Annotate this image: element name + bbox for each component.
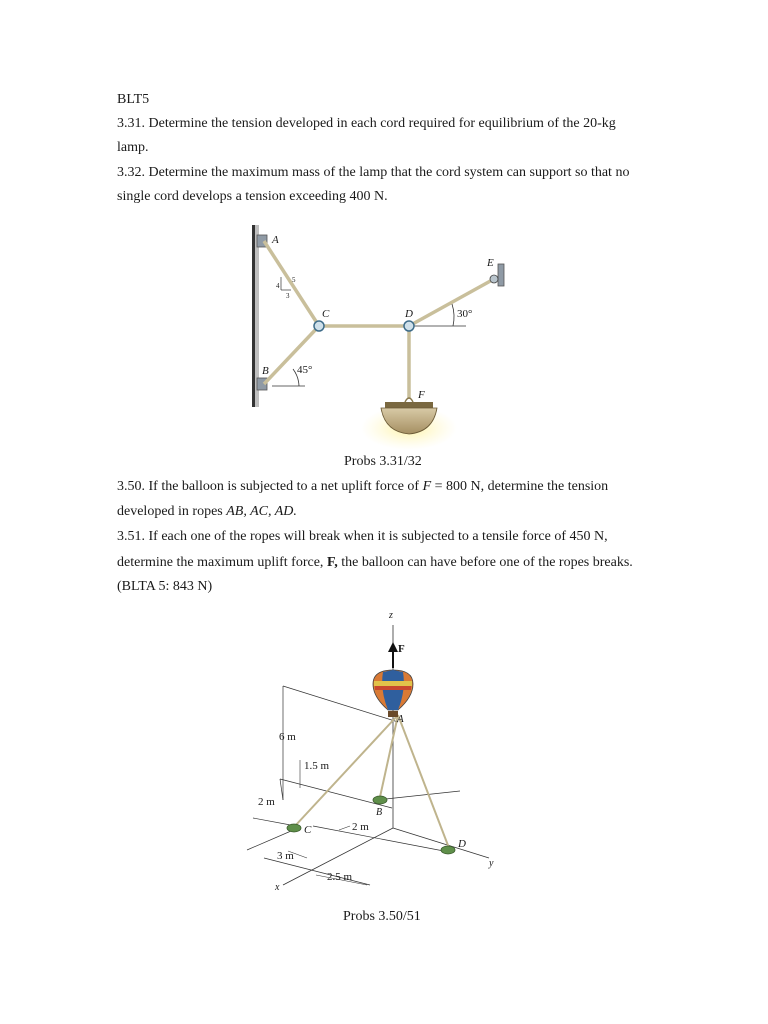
dim-1-5m: 1.5 m xyxy=(304,760,330,772)
slope-5: 5 xyxy=(292,276,296,284)
slope-3: 3 xyxy=(286,292,290,300)
heading: BLT5 xyxy=(117,92,150,107)
problem-3-51-line-3: (BLTA 5: 843 N) xyxy=(117,579,213,594)
problem-3-51-line-1: 3.51. If each one of the ropes will break when it is subjected to a tensile force of 450 N, xyxy=(117,529,608,544)
dim-2-5m: 2.5 m xyxy=(327,871,353,883)
label-x: x xyxy=(275,882,280,893)
label-a: A xyxy=(397,713,404,725)
figure-2-caption: Probs 3.50/51 xyxy=(343,909,421,924)
rope-ad xyxy=(398,715,449,848)
label-d: D xyxy=(458,838,466,850)
label-c: C xyxy=(322,308,330,320)
y-axis xyxy=(393,828,489,858)
anchor-c xyxy=(287,824,301,832)
problem-3-32-line-2: single cord develops a tension exceeding 400 N. xyxy=(117,189,388,204)
angle-30: 30° xyxy=(457,308,473,320)
rope-ab xyxy=(380,715,398,797)
label-f: F xyxy=(418,389,425,401)
label-a: A xyxy=(272,234,279,246)
problem-3-51-line-2: determine the maximum uplift force, F, the balloon can have before one of the ropes breaks. xyxy=(117,555,633,570)
problem-3-32-line-1: 3.32. Determine the maximum mass of the lamp that the cord system can support so that no xyxy=(117,165,630,180)
figure-1-caption: Probs 3.31/32 xyxy=(344,454,422,469)
label-d: D xyxy=(405,308,413,320)
dim-6m: 6 m xyxy=(279,731,296,743)
label-b: B xyxy=(262,365,269,377)
problem-3-50-line-2: developed in ropes AB, AC, AD. xyxy=(117,504,297,519)
problem-3-31-line-2: lamp. xyxy=(117,140,149,155)
label-z: z xyxy=(389,610,393,621)
slope-4: 4 xyxy=(276,282,280,290)
dim-2m-left: 2 m xyxy=(258,796,275,808)
label-b: B xyxy=(376,807,383,818)
label-c: C xyxy=(304,824,312,836)
angle-45: 45° xyxy=(297,364,313,376)
balloon xyxy=(373,670,413,717)
label-e: E xyxy=(487,257,494,269)
problem-3-31-line-1: 3.31. Determine the tension developed in each cord required for equilibrium of the 20-kg xyxy=(117,116,616,131)
dim-2m-mid: 2 m xyxy=(352,821,369,833)
label-y: y xyxy=(489,858,494,869)
label-force: F xyxy=(398,643,405,655)
dim-3m: 3 m xyxy=(277,850,294,862)
anchor-d xyxy=(441,846,455,854)
problem-3-50-line-1: 3.50. If the balloon is subjected to a net uplift force of F = 800 N, determine the tension xyxy=(117,479,609,494)
anchor-b xyxy=(373,796,387,804)
